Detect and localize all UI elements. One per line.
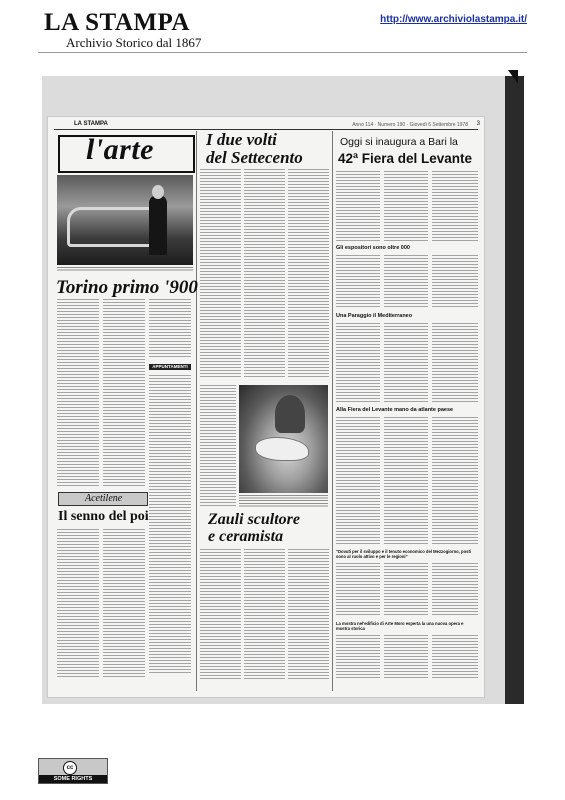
article-text: [384, 255, 428, 309]
section-title-box: [58, 135, 195, 173]
article-text: [336, 255, 380, 309]
headline-senno: Il senno del poi: [58, 509, 149, 524]
subhead-mostra: La mostra nel'edificio di Arte Moro esperta la una nuova opera e mostra storica: [336, 621, 464, 631]
license-badge[interactable]: [38, 758, 108, 790]
acetilene-label: Acetilene: [85, 493, 123, 504]
photo-head-shape: [152, 185, 164, 199]
article-text: [57, 299, 99, 487]
scan-dark-edge: [505, 76, 524, 704]
headline-zauli-line1: Zauli scultore: [208, 511, 301, 528]
masthead: [44, 10, 201, 50]
page-header-strip: [54, 121, 478, 130]
photo-figure-shape: [149, 195, 167, 255]
article-text: [103, 299, 145, 487]
headline-fiera: 42ª Fiera del Levante: [338, 151, 473, 166]
article-text: [336, 563, 380, 617]
section-title: l'arte: [86, 133, 154, 166]
scan-corner-mark: [508, 70, 518, 84]
article-text: [200, 549, 241, 679]
subhead-espositori: Gli espositori sono oltre 000: [336, 245, 410, 251]
article-text: [336, 323, 380, 403]
article-text: [384, 323, 428, 403]
article-text: [384, 563, 428, 617]
newspaper-page: [48, 117, 484, 697]
column-rule: [196, 131, 197, 691]
acetilene-box: [58, 492, 148, 506]
article-text: [288, 169, 329, 379]
article-text: [244, 549, 285, 679]
photo-hand-shape: [255, 437, 309, 461]
headline-zauli: [208, 511, 300, 545]
article-text: [336, 635, 380, 679]
headline-torino: Torino primo '900: [56, 277, 198, 298]
header-date: Anno 114 · Numero 190 · Giovedì 6 Settembre 1978: [352, 122, 468, 128]
headline-due-volti-line2: del Settecento: [206, 148, 303, 167]
article-text: [336, 417, 380, 545]
subhead-paraggio: Una Paraggio il Mediterraneo: [336, 313, 413, 319]
article-text: [384, 417, 428, 545]
cc-icon: cc: [63, 761, 77, 775]
article-text: [384, 635, 428, 679]
headline-zauli-line2: e ceramista: [208, 528, 284, 545]
article-text: [149, 375, 191, 675]
article-photo-sofa: [57, 175, 193, 265]
article-text: [57, 529, 99, 679]
newspaper-name: LA STAMPA: [74, 121, 108, 127]
article-text: [336, 171, 380, 241]
license-label: SOME RIGHTS RESERVED: [39, 775, 107, 783]
article-text: [432, 635, 478, 679]
article-text: [288, 549, 329, 679]
header-divider: [38, 52, 527, 53]
article-text: [432, 563, 478, 617]
article-text: [432, 255, 478, 309]
appuntamenti-box: APPUNTAMENTI: [149, 364, 191, 370]
photo-sculpture-shape: [275, 395, 305, 433]
subhead-quote: "Dovuti per il sviluppo e il tenuto economico del Mezzogiorno, posti sono al ruolo attivo e per le regioni": [336, 549, 472, 559]
page-number: 3: [476, 121, 480, 127]
article-text: [244, 169, 285, 379]
column-rule: [332, 131, 333, 691]
article-text: [200, 169, 241, 379]
article-photo-sculpture: [239, 385, 328, 493]
masthead-brand: LA STAMPA: [44, 9, 190, 36]
headline-oggi: Oggi si inaugura a Bari la: [340, 136, 458, 148]
article-text: [200, 385, 236, 507]
masthead-subtitle: Archivio Storico dal 1867: [66, 35, 202, 50]
article-text: [432, 417, 478, 545]
article-text: [432, 323, 478, 403]
photo-caption: [57, 267, 193, 271]
headline-due-volti-line1: I due volti: [206, 130, 277, 149]
article-text: [103, 529, 145, 679]
headline-due-volti: [206, 131, 303, 167]
photo-caption: [239, 495, 328, 507]
article-text: [149, 299, 191, 359]
article-text: [384, 171, 428, 241]
article-text: [432, 171, 478, 241]
subhead-fiera-levante: Alla Fiera del Levante mano da atlante paese: [336, 407, 454, 413]
archive-url-link[interactable]: http://www.archiviolastampa.it/: [380, 14, 527, 25]
